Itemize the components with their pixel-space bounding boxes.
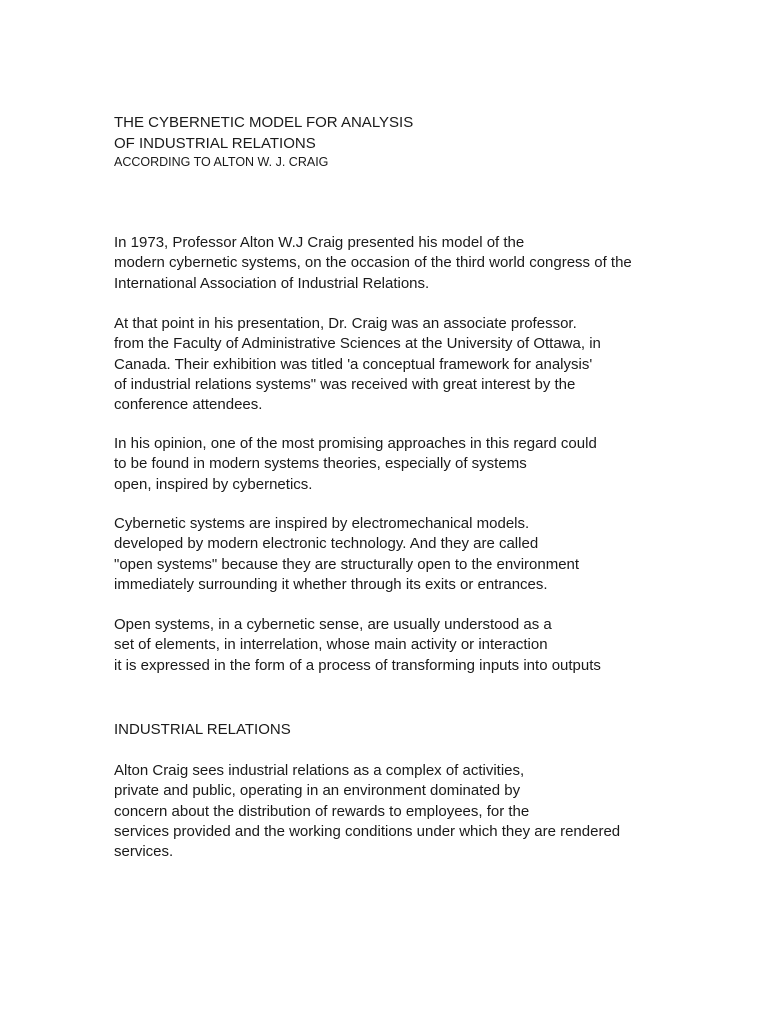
paragraph-line: from the Faculty of Administrative Sciences at the University of Ottawa, in xyxy=(114,335,601,353)
paragraph-line: of industrial relations systems" was received with great interest by the xyxy=(114,375,576,393)
paragraph-3 xyxy=(114,434,597,495)
paragraph-line: At that point in his presentation, Dr. Craig was an associate professor. xyxy=(114,315,577,332)
paragraph-line: it is expressed in the form of a process of transforming inputs into outputs xyxy=(114,656,601,674)
paragraph-line: Canada. Their exhibition was titled 'a conceptual framework for analysis' xyxy=(114,355,593,373)
title-line: OF INDUSTRIAL RELATIONS xyxy=(114,134,316,152)
paragraph-line: In 1973, Professor Alton W.J Craig presented his model of the xyxy=(114,234,525,251)
section-heading: INDUSTRIAL RELATIONS xyxy=(114,721,291,738)
document-subtitle: ACCORDING TO ALTON W. J. CRAIG xyxy=(114,155,329,169)
paragraph-line: conference attendees. xyxy=(114,396,263,414)
paragraph-line: developed by modern electronic technology. And they are called xyxy=(114,535,539,553)
paragraph-line: In his opinion, one of the most promising approaches in this regard could xyxy=(114,435,597,452)
paragraph-line: to be found in modern systems theories, especially of systems xyxy=(114,455,527,473)
paragraph-line: immediately surrounding it whether through its exits or entrances. xyxy=(114,575,548,593)
paragraph-line: Cybernetic systems are inspired by electromechanical models. xyxy=(114,515,530,532)
document-title xyxy=(114,113,413,154)
paragraph-line: services. xyxy=(114,843,174,861)
paragraph-line: Alton Craig sees industrial relations as a complex of activities, xyxy=(114,762,525,779)
paragraph-1 xyxy=(114,233,632,294)
paragraph-4 xyxy=(114,514,579,595)
paragraph-line: Open systems, in a cybernetic sense, are usually understood as a xyxy=(114,616,552,633)
paragraph-2 xyxy=(114,314,601,415)
paragraph-line: International Association of Industrial Relations. xyxy=(114,274,430,292)
paragraph-line: "open systems" because they are structurally open to the environment xyxy=(114,555,580,573)
section-paragraph-1 xyxy=(114,761,620,862)
paragraph-line: set of elements, in interrelation, whose main activity or interaction xyxy=(114,636,548,654)
paragraph-line: private and public, operating in an environment dominated by xyxy=(114,782,521,800)
paragraph-line: concern about the distribution of rewards to employees, for the xyxy=(114,802,530,820)
paragraph-line: modern cybernetic systems, on the occasion of the third world congress of the xyxy=(114,254,632,272)
paragraph-line: open, inspired by cybernetics. xyxy=(114,475,313,493)
paragraph-5 xyxy=(114,615,601,676)
title-line: THE CYBERNETIC MODEL FOR ANALYSIS xyxy=(114,114,414,131)
paragraph-line: services provided and the working conditions under which they are rendered xyxy=(114,822,621,840)
